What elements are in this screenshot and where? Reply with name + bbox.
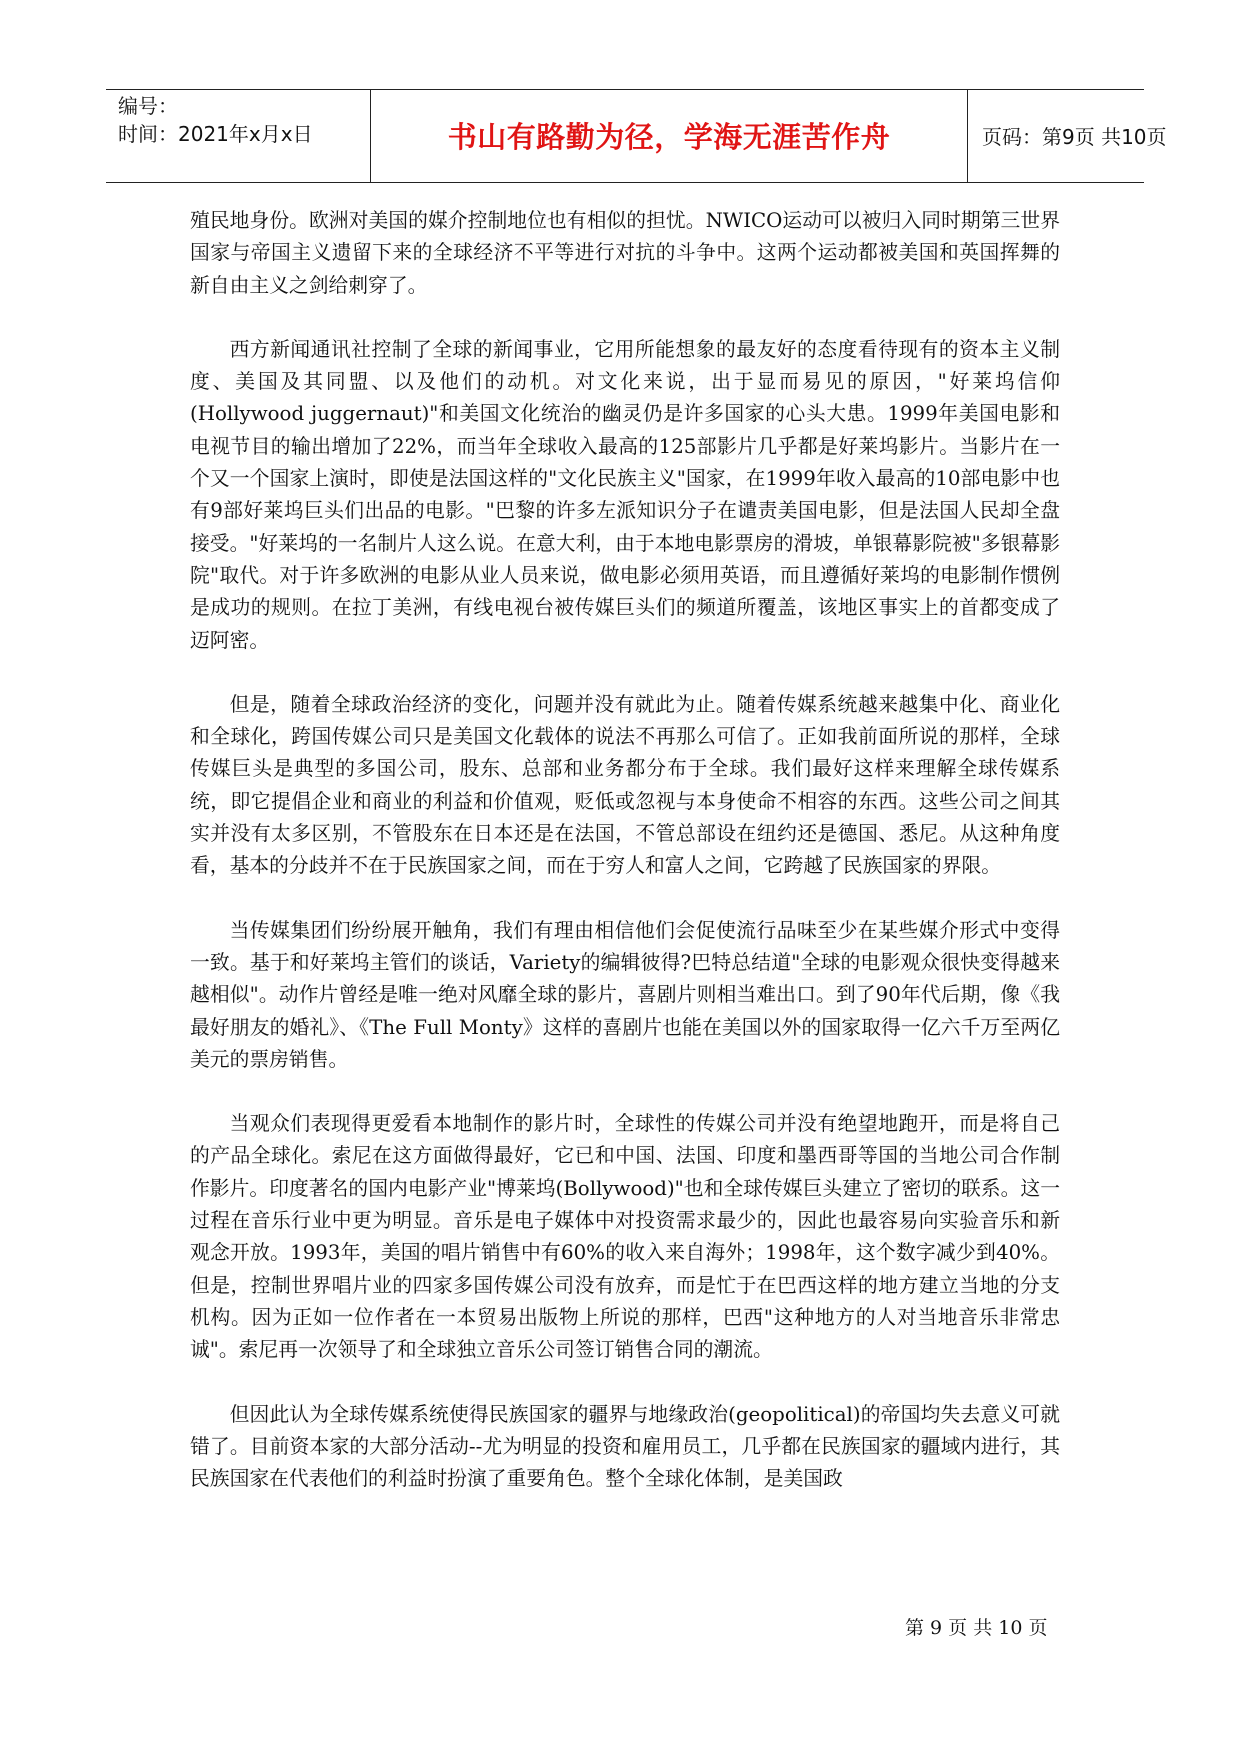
- document-time-label: 时间：2021年x月x日: [118, 122, 313, 146]
- header-meta-cell: [106, 90, 371, 182]
- header-page-code: 页码：第9页 共10页: [982, 125, 1167, 149]
- paragraph-continued: 殖民地身份。欧洲对美国的媒介控制地位也有相似的担忧。NWICO运动可以被归入同时期第三世界国家与帝国主义遗留下来的全球经济不平等进行对抗的斗争中。这两个运动都被美国和英国挥舞的新自由主义之剑给刺穿了。: [190, 209, 1060, 297]
- header-motto: 书山有路勤为径，学海无涯苦作舟: [371, 90, 968, 182]
- document-body: [190, 205, 1060, 1527]
- paragraph: 但因此认为全球传媒系统使得民族国家的疆界与地缘政治(geopolitical)的帝国均失去意义可就错了。目前资本家的大部分活动--尤为明显的投资和雇用员工，几乎都在民族国家的疆域内进行，其民族国家在代表他们的利益时扮演了重要角色。整个全球化体制，是美国政: [190, 1402, 1060, 1491]
- page-footer: 第 9 页 共 10 页: [905, 1617, 1048, 1639]
- page-header: [106, 89, 1167, 183]
- paragraph: 当传媒集团们纷纷展开触角，我们有理由相信他们会促使流行品味至少在某些媒介形式中变得一致。基于和好莱坞主管们的谈话，Variety的编辑彼得?巴特总结道"全球的电影观众很快变得越来越相似"。动作片曾经是唯一绝对风靡全球的影片，喜剧片则相当难出口。到了90年代后期，像《我最好朋友的婚礼》、《The Full Monty》这样的喜剧片也能在美国以外的国家取得一亿六千万至两亿美元的票房销售。: [190, 918, 1060, 1071]
- paragraph: 但是，随着全球政治经济的变化，问题并没有就此为止。随着传媒系统越来越集中化、商业化和全球化，跨国传媒公司只是美国文化载体的说法不再那么可信了。正如我前面所说的那样，全球传媒巨头是典型的多国公司，股东、总部和业务都分布于全球。我们最好这样来理解全球传媒系统，即它提倡企业和商业的利益和价值观，贬低或忽视与本身使命不相容的东西。这些公司之间其实并没有太多区别，不管股东在日本还是在法国，不管总部设在纽约还是德国、悉尼。从这种角度看，基本的分歧并不在于民族国家之间，而在于穷人和富人之间，它跨越了民族国家的界限。: [190, 692, 1060, 878]
- document-number-label: 编号：: [118, 94, 178, 118]
- paragraph: 当观众们表现得更爱看本地制作的影片时，全球性的传媒公司并没有绝望地跑开，而是将自己的产品全球化。索尼在这方面做得最好，它已和中国、法国、印度和墨西哥等国的当地公司合作制作影片。印度著名的国内电影产业"博莱坞(Bollywood)"也和全球传媒巨头建立了密切的联系。这一过程在音乐行业中更为明显。音乐是电子媒体中对投资需求最少的，因此也最容易向实验音乐和新观念开放。1993年，美国的唱片销售中有60%的收入来自海外；1998年，这个数字减少到40%。但是，控制世界唱片业的四家多国传媒公司没有放弃，而是忙于在巴西这样的地方建立当地的分支机构。因为正如一位作者在一本贸易出版物上所说的那样，巴西"这种地方的人对当地音乐非常忠诚"。索尼再一次领导了和全球独立音乐公司签订销售合同的潮流。: [190, 1112, 1060, 1362]
- paragraph: 西方新闻通讯社控制了全球的新闻事业，它用所能想象的最友好的态度看待现有的资本主义制度、美国及其同盟、以及他们的动机。对文化来说，出于显而易见的原因，"好莱坞信仰(Hollywood juggernaut)"和美国文化统治的幽灵仍是许多国家的心头大患。1999年美国电影和电视节目的输出增加了22%，而当年全球收入最高的125部影片几乎都是好莱坞影片。当影片在一个又一个国家上演时，即使是法国这样的"文化民族主义"国家，在1999年收入最高的10部电影中也有9部好莱坞巨头们出品的电影。"巴黎的许多左派知识分子在谴责美国电影，但是法国人民却全盘接受。"好莱坞的一名制片人这么说。在意大利，由于本地电影票房的滑坡，单银幕影院被"多银幕影院"取代。对于许多欧洲的电影从业人员来说，做电影必须用英语，而且遵循好莱坞的电影制作惯例是成功的规则。在拉丁美洲，有线电视台被传媒巨头们的频道所覆盖，该地区事实上的首都变成了迈阿密。: [190, 337, 1060, 652]
